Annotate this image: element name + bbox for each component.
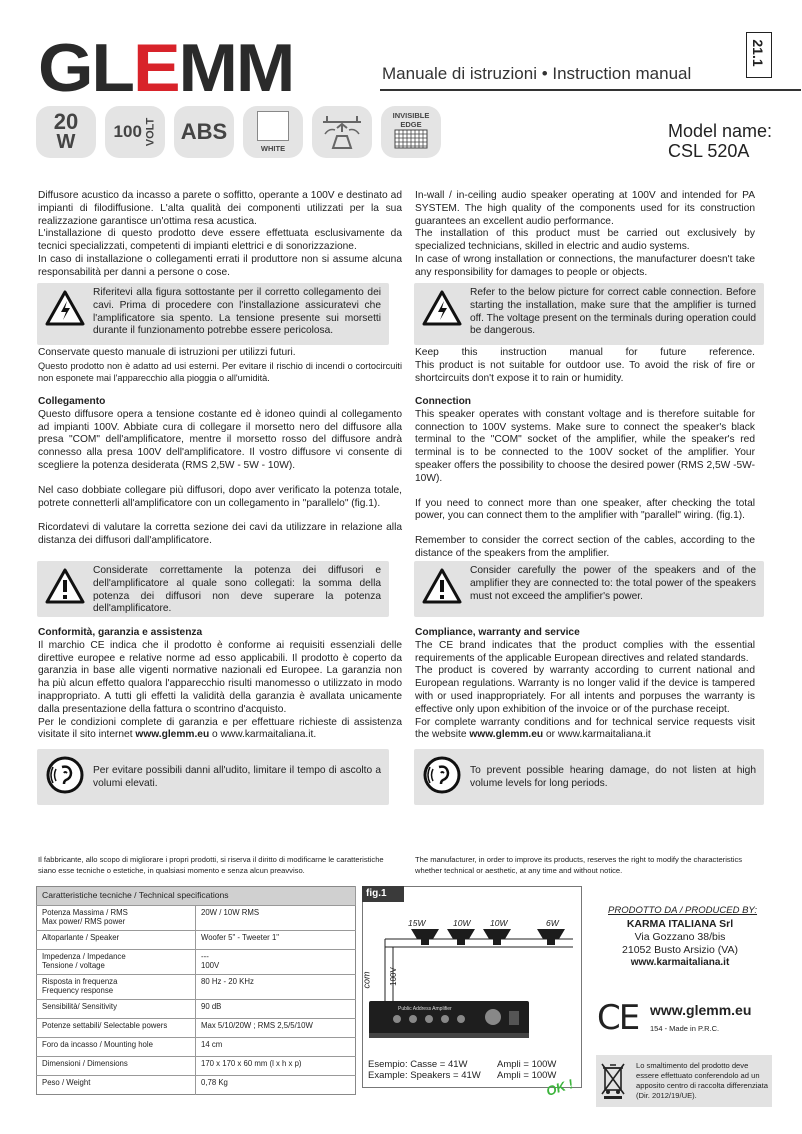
figure-label: fig.1 bbox=[362, 886, 404, 902]
power-badge: 20 W bbox=[36, 106, 96, 158]
table-row: Foro da incasso / Mounting hole 14 cm bbox=[37, 1037, 356, 1056]
mounting-icon bbox=[319, 112, 365, 152]
glemm-site: www.glemm.eu bbox=[650, 1002, 752, 1018]
en-warning-hearing: To prevent possible hearing damage, do not listen at high volume levels for long periods. bbox=[414, 749, 764, 805]
en-intro: In-wall / in-ceiling audio speaker operating at 100V and intended for PA SYSTEM. The high quality of the components used for its construction guarantees an excellent audio performance. The installation of this product must be carried out exclusively by specialized technicians, skilled in electric and audio systems. In case of wrong installation or connections, the manufacturer doesn't take any responsibility for damages to people or objects. bbox=[415, 190, 755, 278]
manual-title: Manuale di istruzioni • Instruction manual bbox=[382, 64, 692, 83]
table-row: Potenze settabili/ Selectable powers Max 5/10/20W ; RMS 2,5/5/10W bbox=[37, 1018, 356, 1037]
speaker-label-3: 10W bbox=[490, 918, 508, 928]
disposal-text: Lo smaltimento del prodotto deve essere effettuato conferendolo ad un apposito centro di raccolta differenziata (Dir. 2012/19/UE). bbox=[636, 1061, 768, 1100]
warning-icon bbox=[421, 567, 463, 605]
warning-icon bbox=[44, 567, 86, 605]
hearing-icon bbox=[422, 755, 462, 795]
material-badge: ABS bbox=[174, 106, 234, 158]
it-compliance: Conformità, garanzia e assistenza Il marchio CE indica che il prodotto è conforme ai requisiti essenziali delle direttive europee e relative norme ad esso applicabili. Il prodotto è coperto da garanzia in base alle vigenti normative nazionali ed Europee. La garanzia non ha più alcun effetto qualora l'apparecchio risulti manomesso o utilizzato in modo inappropriato. A tutti gli effetti la validità della garanzia è avallata unicamente dalla presentazione della fattura o scontrino d'acquisto. Per le condizioni complete di garanzia e per effettuare richieste di assistenza visitate il sito internet www.glemm.eu o www.karmaitaliana.it. bbox=[38, 627, 402, 741]
table-row: Altoparlante / Speaker Woofer 5" - Tweeter 1" bbox=[37, 930, 356, 949]
it-intro: Diffusore acustico da incasso a parete o soffitto, operante a 100V e destinato ad impianti di filodiffusione. L'alta qualità dei componenti utilizzati per la sua realizzazione garantisce un'ottima resa acustica. L'installazione di questo prodotto deve essere effettuata esclusivamente da tecnici specializzati, competenti di impianti elettrici e di sonorizzazione. In caso di installazione o collegamenti errati il produttore non si assume alcuna responsabilità per danni a persone o cose. bbox=[38, 190, 402, 278]
feature-badges bbox=[36, 106, 441, 158]
speaker-label-2: 10W bbox=[453, 918, 471, 928]
it-connection: Collegamento Questo diffusore opera a tensione costante ed è idoneo quindi al collegamento ad impianti 100V. Abbiate cura di collegare il morsetto nero del diffusore alla presa "COM" dell'amplificatore, mentre il morsetto rosso del diffusore andrà connesso alla presa 100V dell'amplificatore. Il vostro diffusore vi consente di scegliere la potenza desiderata (RMS 2,5W - 5W - 10W). Nel caso dobbiate collegare più diffusori, dopo aver verificato la potenza totale, potrete connetterli all'amplificatore con un collegamento in "parallelo" (fig.1). Ricordatevi di valutare la corretta sezione dei cavi da utilizzare in relazione alla distanza dei diffusori dall'amplificatore. bbox=[38, 396, 402, 547]
model-value: CSL 520A bbox=[668, 141, 750, 161]
en-connection: Connection This speaker operates with constant voltage and is therefore suitable for connection to 100V systems. Make sure to connect the speaker's black terminal to the "COM" socket of the amplifier, while the speaker's red terminal is to be connected to the 100V socket of the amplifier. Your speaker offers the possibility to choose the desired power (RMS 2,5W -5W- 10W). If you need to connect more than one speaker, after checking the total power, you can connect them to the amplifier with "parallel" wiring. (fig.1). Remember to consider the correct section of the cables, according to the distance of the speakers from the amplifier. bbox=[415, 396, 755, 559]
speaker-label-4: 6W bbox=[546, 918, 559, 928]
electric-hazard-icon bbox=[421, 289, 463, 327]
it-warning-power: Considerate correttamente la potenza dei diffusori e dell'amplificatore al quale sono collegati: la somma della potenza dei diffusori non deve superare la potenza dell'amplificatore. bbox=[37, 561, 389, 617]
example-it-right: Ampli = 100W bbox=[497, 1059, 557, 1070]
header-divider bbox=[380, 89, 801, 91]
en-safety: Keep this instruction manual for future reference. This product is not suitable for outdoor use. To avoid the risk of fire or shortcircuits don't expose it to rain or humidity. bbox=[415, 347, 755, 384]
table-row: Peso / Weight 0,78 Kg bbox=[37, 1075, 356, 1094]
electric-hazard-icon bbox=[44, 289, 86, 327]
it-safety: Conservate questo manuale di istruzioni per utilizzi futuri. Questo prodotto non è adatto ad usi esterni. Per evitare il rischio di incendi o cortocircuiti non esponete mai l'apparecchio alla pioggia o all'umidità. bbox=[38, 347, 402, 383]
table-row: Potenza Massima / RMS Max power/ RMS power 20W / 10W RMS bbox=[37, 905, 356, 930]
spec-table bbox=[36, 886, 356, 1095]
producer-address-1: Via Gozzano 38/bis bbox=[634, 931, 726, 943]
speaker-label-1: 15W bbox=[408, 918, 426, 928]
weee-bin-icon bbox=[600, 1060, 626, 1100]
amp-label: Public Address Amplifier bbox=[398, 1006, 452, 1012]
example-en-right: Ampli = 100W bbox=[497, 1070, 557, 1081]
made-in: 154 - Made in P.R.C. bbox=[650, 1024, 720, 1033]
table-row: Sensibilità/ Sensitivity 90 dB bbox=[37, 999, 356, 1018]
en-warning-power: Consider carefully the power of the speakers and of the amplifier they are connected to: the total power of the speakers must not exceed the amplifier's power. bbox=[414, 561, 764, 617]
producer-company: KARMA ITALIANA Srl bbox=[626, 918, 734, 930]
it-footnote: Il fabbricante, allo scopo di migliorare i propri prodotti, si riserva il diritto di modificarne le caratteristiche siano esse tecniche o estetiche, in qualsiasi momento e senza alcun preavviso. bbox=[38, 855, 384, 875]
color-badge: WHITE bbox=[243, 106, 303, 158]
version-label: 21.1 bbox=[750, 39, 766, 67]
table-row: Risposta in frequenza Frequency response 80 Hz - 20 KHz bbox=[37, 974, 356, 999]
voltage-label: 100V bbox=[388, 967, 398, 986]
producer-site: www.karmaitaliana.it bbox=[630, 957, 730, 968]
en-compliance: Compliance, warranty and service The CE brand indicates that the product complies with the essential requirements of the applicable European directives and related standards. The product is covered by warranty according to current national and European regulations. Warranty is no longer valid if the device is tampered with or used inappropriately. For all intents and porpuses the warranty is effective only upon exhibition of the invoice or of the purchase receipt. For complete warranty conditions and for technical service requests visit the website www.glemm.eu or www.karmaitaliana.it bbox=[415, 627, 755, 741]
ce-mark: CE bbox=[597, 998, 639, 1038]
it-warning-hearing: Per evitare possibili danni all'udito, limitare il tempo di ascolto a volumi elevati. bbox=[37, 749, 389, 805]
model-label: Model name: bbox=[668, 121, 773, 141]
hearing-icon bbox=[45, 755, 85, 795]
voltage-badge: 100 VOLT bbox=[105, 106, 165, 158]
wiring-diagram bbox=[363, 887, 581, 1087]
table-row: Impedenza / Impedance Tensione / voltage --- 100V bbox=[37, 949, 356, 974]
mounting-badge bbox=[312, 106, 372, 158]
producer-address-2: 21052 Busto Arsizio (VA) bbox=[622, 944, 738, 956]
ok-label: OK ! bbox=[544, 1076, 576, 1099]
grille-icon bbox=[394, 129, 428, 149]
table-row: Dimensioni / Dimensions 170 x 170 x 60 mm (l x h x p) bbox=[37, 1056, 356, 1075]
producer-title: PRODOTTO DA / PRODUCED BY: bbox=[608, 905, 758, 916]
com-label: com bbox=[361, 971, 372, 989]
brand-logo: GLEMM bbox=[38, 30, 294, 106]
example-en-left: Example: Speakers = 41W bbox=[368, 1070, 481, 1081]
it-warning-electric: Riferitevi alla figura sottostante per il corretto collegamento dei cavi. Prima di procedere con l'installazione assicuratevi che l'amplificatore sia spento. La tensione presente sui morsetti durante il funzionamento potrebbe essere pericolosa. bbox=[37, 283, 389, 345]
edge-badge: INVISIBLE EDGE bbox=[381, 106, 441, 158]
en-footnote: The manufacturer, in order to improve its products, reserves the right to modify the characteristics whether technical or aesthetic, at any time and without notice. bbox=[415, 855, 743, 875]
en-warning-electric: Refer to the below picture for correct cable connection. Before starting the installation, make sure that the amplifier is turned off. The voltage present on the terminals during operation could be dangerous. bbox=[414, 283, 764, 345]
example-it-left: Esempio: Casse = 41W bbox=[368, 1059, 468, 1070]
spec-title: Caratteristiche tecniche / Technical specifications bbox=[37, 887, 356, 906]
wiring-figure bbox=[362, 886, 582, 1088]
